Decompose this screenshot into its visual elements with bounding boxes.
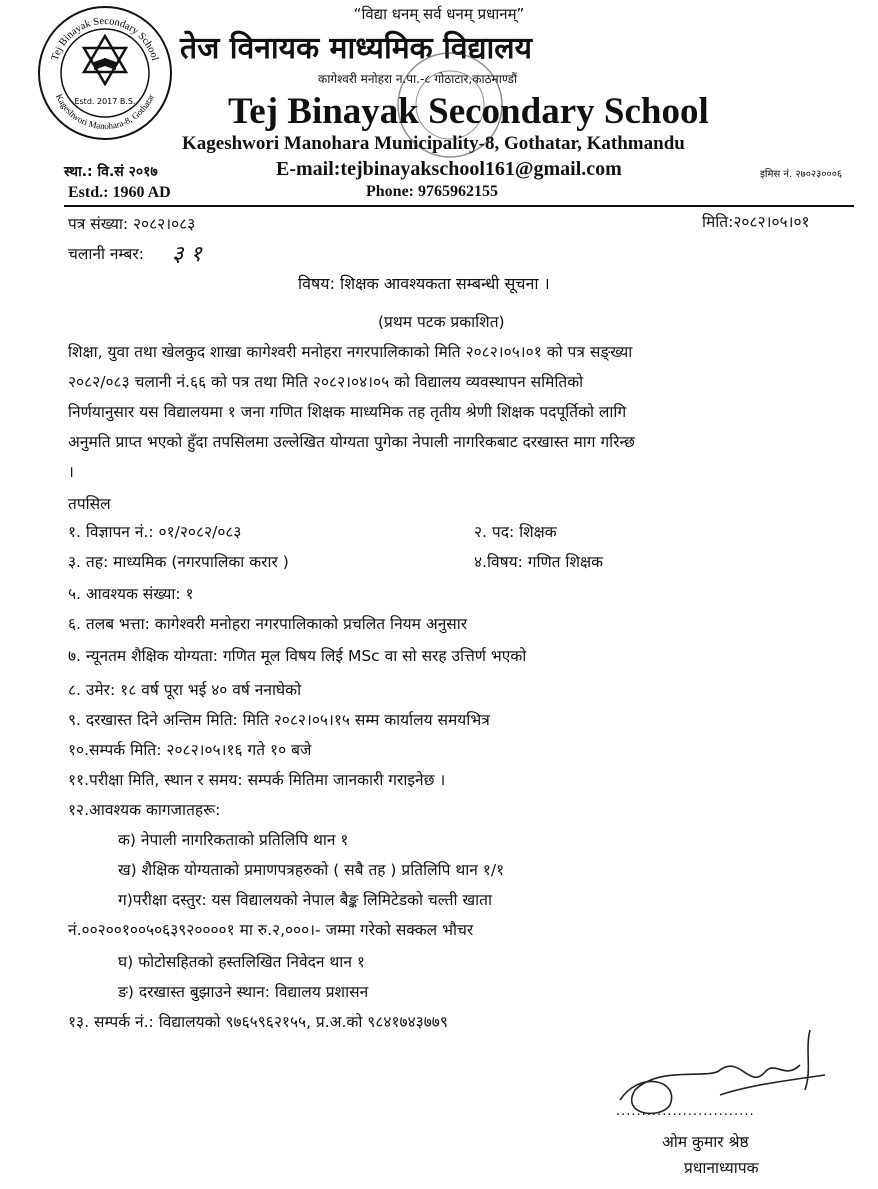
school-email: E-mail:tejbinayakschool161@gmail.com	[276, 158, 622, 180]
publication-note: (प्रथम पटक प्रकाशित)	[378, 313, 505, 331]
svg-text:Kageshwori Manohara-8, Gothata: Kageshwori Manohara-8, Gothatar	[53, 92, 157, 132]
paragraph-line: शिक्षा, युवा तथा खेलकुद शाखा कागेश्वरी मनोहरा नगरपालिकाको मिति २०८२।०५।०१ को पत्र सङ्ख्या	[68, 343, 633, 361]
item-age: ८. उमेर: १८ वर्ष पूरा भई ४० वर्ष ननाघेको	[68, 681, 302, 699]
paragraph-line: निर्णयानुसार यस विद्यालयमा १ जना गणित शिक्षक माध्यमिक तह तृतीय श्रेणी शिक्षक पदपूर्तिको लागि	[68, 403, 627, 421]
svg-text:Tej Binayak Secondary School: Tej Binayak Secondary School	[49, 15, 161, 63]
tapasil-heading: तपसिल	[68, 495, 111, 513]
paragraph-line: ।	[68, 463, 74, 481]
item-exam-info: ११.परीक्षा मिति, स्थान र समय: सम्पर्क मितिमा जानकारी गराइनेछ ।	[68, 771, 446, 789]
item-level: ३. तह: माध्यमिक (नगरपालिका करार )	[68, 553, 289, 571]
header-divider	[64, 205, 854, 207]
item-salary: ६. तलब भत्ता: कागेश्वरी मनोहरा नगरपालिकाको प्रचलित नियम अनुसार	[68, 615, 468, 633]
item-deadline: ९. दरखास्त दिने अन्तिम मिति: मिति २०८२।०५।१५ सम्म कार्यालय समयभित्र	[68, 711, 490, 729]
svg-text:Estd. 2017 B.S.: Estd. 2017 B.S.	[74, 97, 136, 106]
school-seal-logo	[36, 4, 174, 142]
paragraph-line: २०८२/०८३ चलानी नं.६६ को पत्र तथा मिति २०८२।०४।०५ को विद्यालय व्यवस्थापन समितिको	[68, 373, 584, 391]
document-item: घ) फोटोसहितको हस्तलिखित निवेदन थान १	[118, 953, 365, 971]
school-name-nepali: तेज विनायक माध्यमिक विद्यालय	[180, 31, 533, 66]
star-emblem-icon	[84, 36, 126, 84]
established-english: Estd.: 1960 AD	[68, 184, 171, 201]
item-documents-heading: १२.आवश्यक कागजातहरू:	[68, 801, 221, 819]
letter-date: मिति:२०८२।०५।०१	[702, 213, 810, 231]
school-phone: Phone: 9765962155	[366, 183, 498, 200]
item-contact-date: १०.सम्पर्क मिति: २०८२।०५।१६ गते १० बजे	[68, 741, 312, 759]
document-item: ङ) दरखास्त बुझाउने स्थान: विद्यालय प्रशासन	[118, 983, 369, 1001]
item-qualification: ७. न्यूनतम शैक्षिक योग्यता: गणित मूल विषय लिई MSc वा सो सरह उत्तिर्ण भएको	[68, 647, 527, 665]
item-advertisement-no: १. विज्ञापन नं.: ०१/२०८२/०८३	[68, 523, 242, 541]
document-item: ग)परीक्षा दस्तुर: यस विद्यालयको नेपाल बैङ्क लिमिटेडको चल्ती खाता	[118, 891, 493, 909]
reference-number: पत्र संख्या: २०८२।०८३	[68, 215, 196, 233]
school-motto: “विद्या धनम् सर्व धनम् प्रधानम्”	[353, 5, 525, 23]
item-post: २. पद: शिक्षक	[474, 523, 557, 541]
school-address-english: Kageshwori Manohara Municipality-8, Gothatar, Kathmandu	[182, 133, 685, 154]
school-address-nepali: कागेश्वरी मनोहरा न.पा.-८ गोठाटार,काठमाण्डौं	[318, 72, 518, 86]
item-subject: ४.विषय: गणित शिक्षक	[474, 553, 603, 571]
signature-dotted-line: ...........................	[616, 1104, 755, 1119]
item-contact-number: १३. सम्पर्क नं.: विद्यालयको ९७६५९६२१५५, प्र.अ.को ९८४१७४३७७९	[68, 1013, 448, 1031]
dispatch-label: चलानी नम्बर:	[68, 245, 144, 263]
signer-name: ओम कुमार श्रेष्ठ	[662, 1133, 749, 1151]
school-name-english: Tej Binayak Secondary School	[228, 91, 709, 132]
registration-number: इमिस नं. २७०२३०००६	[760, 169, 843, 180]
signer-title: प्रधानाध्यापक	[684, 1159, 759, 1177]
dispatch-number-handwritten: ३ १	[172, 242, 202, 267]
round-stamp-impression	[395, 50, 505, 160]
paragraph-line: अनुमति प्राप्त भएको हुँदा तपसिलमा उल्लेखित योग्यता पुगेका नेपाली नागरिकबाट दरखास्त माग गरिन्छ	[68, 433, 635, 451]
item-required-number: ५. आवश्यक संख्या: १	[68, 585, 194, 603]
established-nepali: स्था.: वि.सं २०१७	[64, 164, 158, 180]
subject-line: विषय: शिक्षक आवश्यकता सम्बन्धी सूचना ।	[298, 274, 550, 293]
document-item: क) नेपाली नागरिकताको प्रतिलिपि थान १	[118, 831, 349, 849]
document-item: ख) शैक्षिक योग्यताको प्रमाणपत्रहरुको ( सबै तह ) प्रतिलिपि थान १/१	[118, 861, 505, 879]
document-item-continued: नं.००२००१००५०६३९२००००१ मा रु.२,०००।- जम्मा गरेको सक्कल भौचर	[68, 921, 474, 939]
